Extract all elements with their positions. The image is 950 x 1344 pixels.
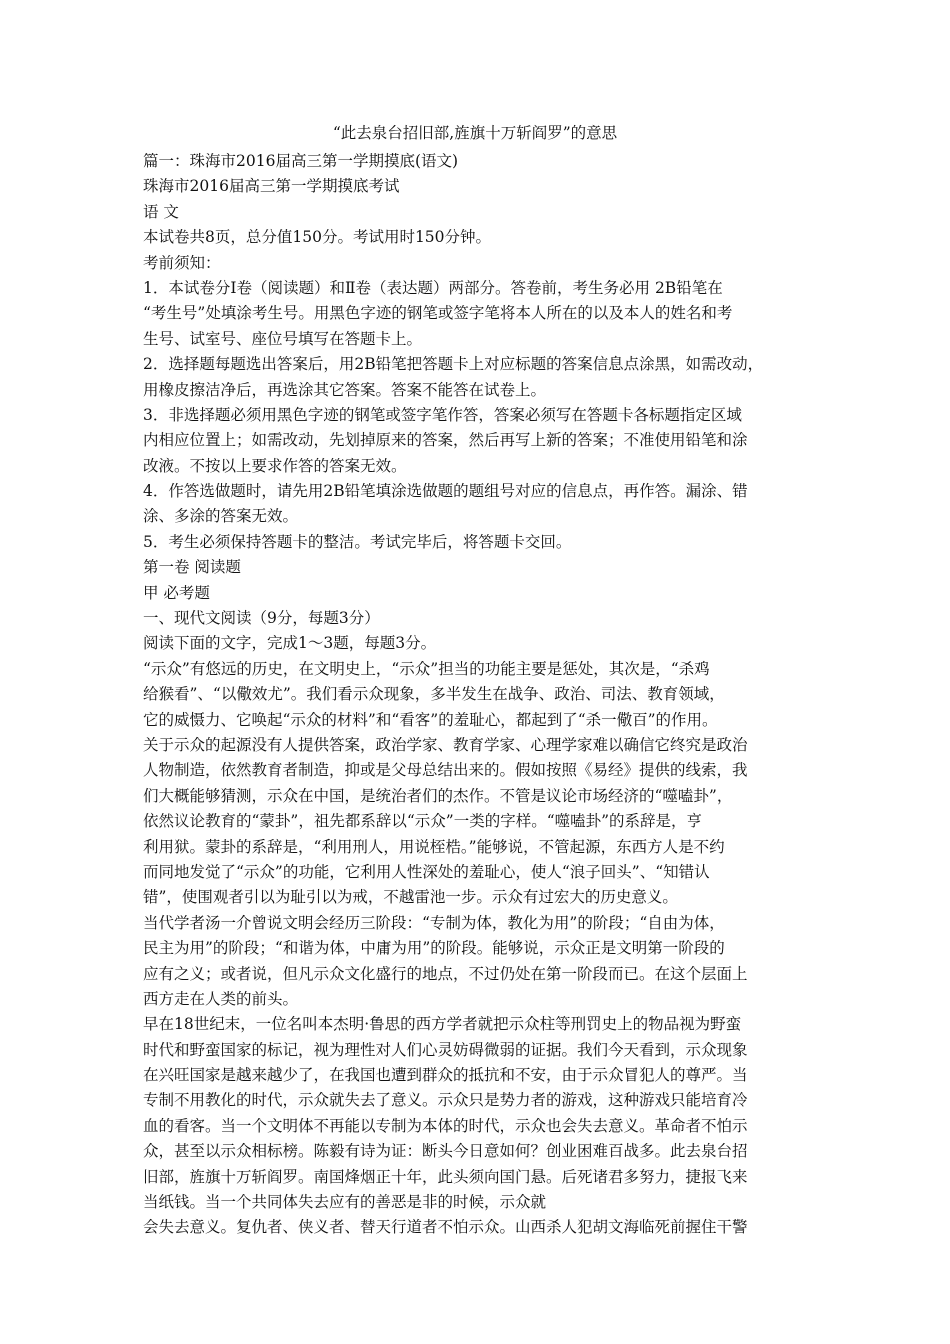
document-title: “此去泉台招旧部,旌旗十万斩阎罗”的意思: [332, 124, 618, 142]
text-line: 西方走在人类的前头。: [143, 989, 299, 1008]
text-line: 依然议论教育的“蒙卦”，祖先都系辞以“示众”一类的字样。“噬嗑卦”的系辞是，亨: [143, 812, 703, 831]
text-line: 而同地发觉了“示众”的功能，它利用人性深处的羞耻心，使人“浪子回头”、“知错认: [143, 862, 710, 881]
text-line: 第一卷 阅读题: [143, 558, 241, 577]
text-line: 它的威慑力、它唤起“示众的材料”和“看客”的羞耻心，都起到了“杀一儆百”的作用。: [143, 710, 718, 729]
text-line: 在兴旺国家是越来越少了，在我国也遭到群众的抵抗和不安，由于示众冒犯人的尊严。当: [143, 1066, 748, 1085]
text-line: 生号、试室号、座位号填写在答题卡上。: [143, 329, 423, 348]
text-line: 给猴看”、“以儆效尤”。我们看示众现象，多半发生在战争、政治、司法、教育领域，: [143, 685, 725, 704]
text-line: 人物制造，依然教育者制造，抑或是父母总结出来的。假如按照《易经》提供的线索，我: [143, 761, 748, 780]
text-line: 3．非选择题必须用黑色字迹的钢笔或签字笔作答，答案必须写在答题卡各标题指定区域: [143, 405, 742, 424]
text-line: 关于示众的起源没有人提供答案，政治学家、教育学家、心理学家难以确信它终究是政治: [143, 735, 748, 754]
text-line: “示众”有悠远的历史，在文明史上，“示众”担当的功能主要是惩处，其次是，“杀鸡: [143, 659, 710, 678]
text-line: 利用狱。蒙卦的系辞是，“利用刑人，用说桎梏。”能够说，不管起源，东西方人是不约: [143, 837, 725, 856]
text-line: 一、现代文阅读（9分，每题3分）: [143, 609, 380, 628]
text-line: 血的看客。当一个文明体不再能以专制为本体的时代，示众也会失去意义。革命者不怕示: [143, 1116, 748, 1135]
text-line: 改液。不按以上要求作答的答案无效。: [143, 456, 407, 475]
text-line: 5．考生必须保持答题卡的整洁。考试完毕后，将答题卡交回。: [143, 532, 572, 551]
text-line: 2．选择题每题选出答案后，用2B铅笔把答题卡上对应标题的答案信息点涂黑，如需改动，: [143, 355, 764, 374]
text-line: 阅读下面的文字，完成1～3题，每题3分。: [143, 634, 437, 653]
text-line: 应有之义；或者说，但凡示众文化盛行的地点，不过仍处在第一阶段而已。在这个层面上: [143, 964, 748, 983]
text-line: 旧部，旌旗十万斩阎罗。南国烽烟正十年，此头须向国门悬。后死诸君多努力，捷报飞来: [143, 1167, 748, 1186]
text-line: 本试卷共8页，总分值150分。考试用时150分钟。: [143, 228, 492, 247]
text-line: 们大概能够猜测，示众在中国，是统治者们的杰作。不管是议论市场经济的“噬嗑卦”，: [143, 786, 733, 805]
text-line: 涂、多涂的答案无效。: [143, 507, 299, 526]
text-line: 珠海市2016届高三第一学期摸底考试: [143, 177, 400, 196]
text-line: 专制不用教化的时代，示众就失去了意义。示众只是势力者的游戏，这种游戏只能培育冷: [143, 1091, 748, 1110]
text-line: 早在18世纪末，一位名叫本杰明·鲁思的西方学者就把示众柱等刑罚史上的物品视为野蛮: [143, 1015, 742, 1034]
text-line: 甲 必考题: [143, 583, 210, 602]
text-line: 考前须知：: [143, 253, 221, 272]
text-line: 1．本试卷分Ⅰ卷（阅读题）和Ⅱ卷（表达题）两部分。答卷前，考生务必用 2B铅笔在: [143, 278, 723, 297]
text-line: 众，甚至以示众相标榜。陈毅有诗为证：断头今日意如何？创业困难百战多。此去泉台招: [143, 1142, 748, 1161]
text-line: 当纸钱。当一个共同体失去应有的善恶是非的时候，示众就: [143, 1193, 547, 1212]
text-line: 民主为用”的阶段；“和谐为体，中庸为用”的阶段。能够说，示众正是文明第一阶段的: [143, 939, 725, 958]
text-line: 错”，使围观者引以为耻引以为戒，不越雷池一步。示众有过宏大的历史意义。: [143, 888, 678, 907]
text-line: 用橡皮擦洁净后，再选涂其它答案。答案不能答在试卷上。: [143, 380, 547, 399]
text-line: 内相应位置上；如需改动，先划掉原来的答案，然后再写上新的答案；不准使用铅笔和涂: [143, 431, 748, 450]
document-body: [143, 149, 819, 1241]
text-line: 4．作答选做题时，请先用2B铅笔填涂选做题的题组号对应的信息点，再作答。漏涂、错: [143, 482, 748, 501]
text-line: 篇一：珠海市2016届高三第一学期摸底(语文): [143, 152, 459, 170]
text-line: 当代学者汤一介曾说文明会经历三阶段：“专制为体，教化为用”的阶段；“自由为体，: [143, 913, 725, 932]
text-line: 语 文: [143, 202, 179, 221]
text-line: “考生号”处填涂考生号。用黑色字迹的钢笔或签字笔将本人所在的以及本人的姓名和考: [143, 304, 733, 323]
text-line: 会失去意义。复仇者、侠义者、替天行道者不怕示众。山西杀人犯胡文海临死前握住干警: [143, 1218, 748, 1237]
text-line: 时代和野蛮国家的标记，视为理性对人们心灵妨碍微弱的证据。我们今天看到，示众现象: [143, 1040, 748, 1059]
